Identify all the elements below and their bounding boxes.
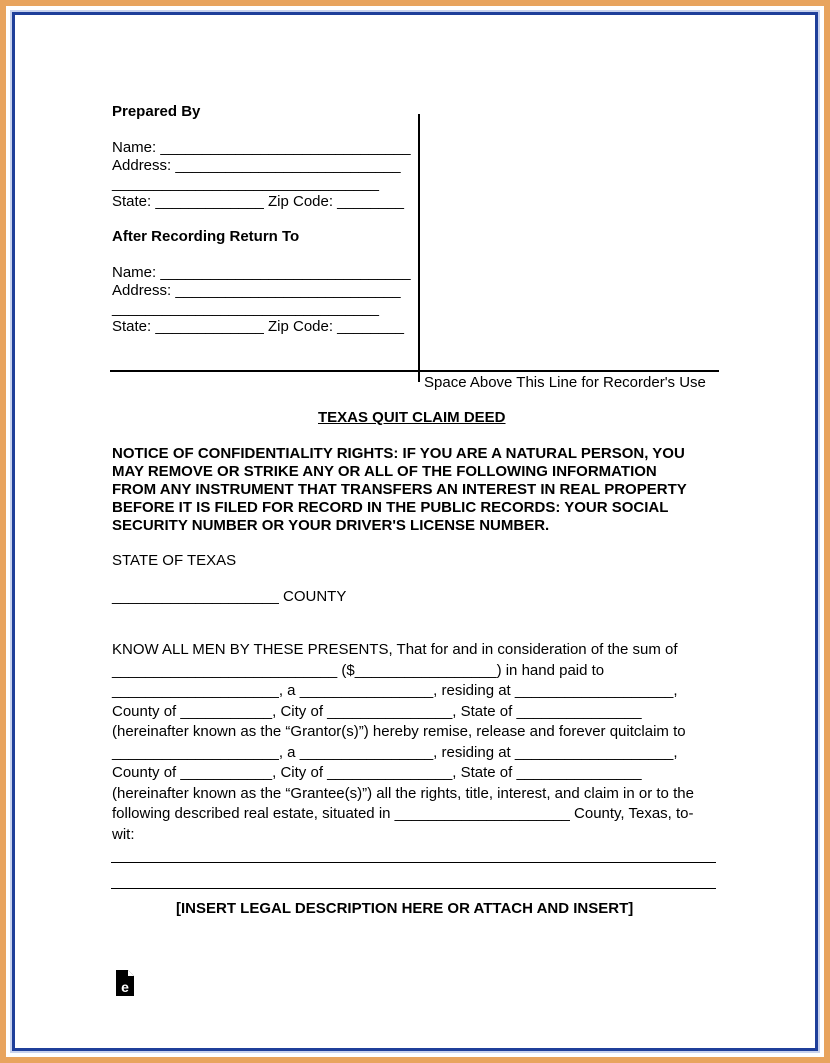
body-line: (hereinafter known as the “Grantee(s)”) all the rights, title, interest, and claim in or to the — [112, 785, 694, 802]
grantor-details-field[interactable]: ____________________, a ________________, residing at ___________________, — [112, 682, 678, 699]
grantor-location-field[interactable]: County of ___________, City of _______________, State of _______________ — [112, 703, 642, 720]
legal-description-line-1[interactable] — [111, 862, 716, 863]
return-to-state-zip-field[interactable]: State: _____________ Zip Code: ________ — [112, 318, 404, 335]
notice-line: NOTICE OF CONFIDENTIALITY RIGHTS: IF YOU ARE A NATURAL PERSON, YOU — [112, 445, 685, 462]
insert-legal-description-note: [INSERT LEGAL DESCRIPTION HERE OR ATTACH AND INSERT] — [176, 900, 634, 917]
confidentiality-notice — [112, 445, 722, 535]
recorder-horizontal-divider — [110, 370, 719, 372]
prepared-by-heading: Prepared By — [112, 103, 201, 120]
body-line: (hereinafter known as the “Grantor(s)”) hereby remise, release and forever quitclaim to — [112, 723, 686, 740]
prepared-by-state-zip-field[interactable]: State: _____________ Zip Code: ________ — [112, 193, 404, 210]
recorder-note: Space Above This Line for Recorder's Use — [424, 374, 706, 391]
notice-line: FROM ANY INSTRUMENT THAT TRANSFERS AN INTEREST IN REAL PROPERTY — [112, 481, 687, 498]
property-county-field[interactable]: following described real estate, situated in _____________________ County, Texas, to- — [112, 805, 694, 822]
notice-line: SECURITY NUMBER OR YOUR DRIVER'S LICENSE NUMBER. — [112, 517, 550, 534]
return-to-address-line-2[interactable]: ________________________________ — [112, 300, 379, 317]
return-to-name-field[interactable]: Name: ______________________________ — [112, 264, 411, 281]
consideration-amount-field[interactable]: ___________________________ ($_________________) in hand paid to — [112, 662, 605, 679]
notice-line: MAY REMOVE OR STRIKE ANY OR ALL OF THE FOLLOWING INFORMATION — [112, 463, 657, 480]
prepared-by-address-field[interactable]: Address: ___________________________ — [112, 157, 401, 174]
return-to-address-field[interactable]: Address: ___________________________ — [112, 282, 401, 299]
grantee-details-field[interactable]: ____________________, a ________________, residing at ___________________, — [112, 744, 678, 761]
legal-description-line-2[interactable] — [111, 888, 716, 889]
grantee-location-field[interactable]: County of ___________, City of _______________, State of _______________ — [112, 764, 642, 781]
prepared-by-address-line-2[interactable]: ________________________________ — [112, 175, 379, 192]
state-of-texas: STATE OF TEXAS — [112, 552, 237, 569]
body-line: KNOW ALL MEN BY THESE PRESENTS, That for and in consideration of the sum of — [112, 641, 678, 658]
page-title: TEXAS QUIT CLAIM DEED — [318, 409, 506, 426]
recorder-vertical-divider — [418, 114, 420, 382]
eforms-logo-icon — [116, 970, 134, 996]
prepared-by-name-field[interactable]: Name: ______________________________ — [112, 139, 411, 156]
svg-text:e: e — [121, 979, 129, 995]
return-to-heading: After Recording Return To — [112, 228, 300, 245]
notice-line: BEFORE IT IS FILED FOR RECORD IN THE PUBLIC RECORDS: YOUR SOCIAL — [112, 499, 669, 516]
body-line: wit: — [112, 826, 135, 843]
county-field[interactable]: ____________________ COUNTY — [112, 588, 347, 605]
